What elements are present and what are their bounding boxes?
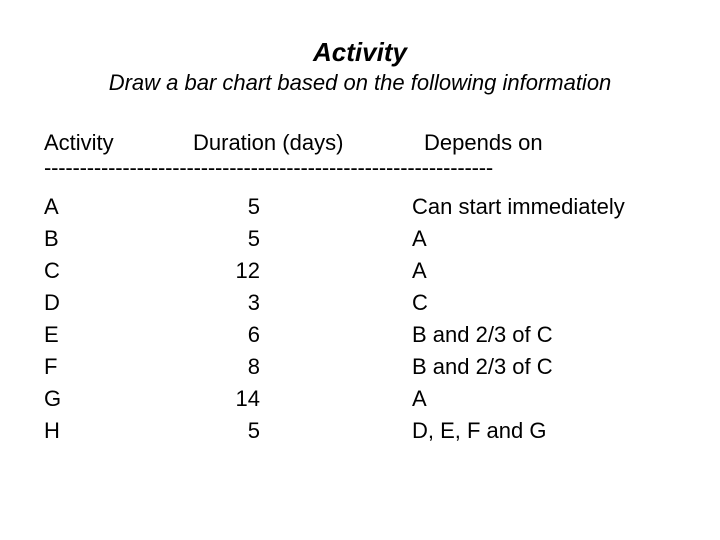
- cell-activity: H: [44, 418, 60, 443]
- cell-duration: 8: [247, 354, 260, 379]
- cell-depends-on: Can start immediately: [412, 194, 625, 219]
- cell-activity: D: [44, 290, 60, 315]
- cell-duration: 5: [247, 194, 260, 219]
- cell-depends-on: B and 2/3 of C: [412, 322, 553, 347]
- cell-duration: 6: [247, 322, 260, 347]
- cell-depends-on: D, E, F and G: [412, 418, 547, 443]
- cell-depends-on: A: [412, 386, 427, 411]
- cell-duration: 14: [235, 386, 260, 411]
- cell-duration: 5: [247, 418, 260, 443]
- slide-subtitle: Draw a bar chart based on the following information: [108, 70, 612, 95]
- column-header-activity: Activity: [44, 130, 114, 155]
- cell-activity: B: [44, 226, 59, 251]
- slide-title: Activity: [313, 37, 407, 67]
- cell-duration: 12: [235, 258, 260, 283]
- cell-depends-on: B and 2/3 of C: [412, 354, 553, 379]
- column-header-duration: Duration (days): [193, 130, 344, 155]
- cell-depends-on: C: [412, 290, 428, 315]
- cell-activity: E: [44, 322, 59, 347]
- cell-depends-on: A: [412, 226, 427, 251]
- cell-depends-on: A: [412, 258, 427, 283]
- cell-duration: 5: [247, 226, 260, 251]
- cell-activity: C: [44, 258, 60, 283]
- cell-activity: A: [44, 194, 59, 219]
- cell-duration: 3: [247, 290, 260, 315]
- cell-activity: F: [44, 354, 58, 379]
- table-divider: ---------------------------------------------------------------: [44, 155, 493, 180]
- cell-activity: G: [44, 386, 62, 411]
- column-header-depends-on: Depends on: [424, 130, 543, 155]
